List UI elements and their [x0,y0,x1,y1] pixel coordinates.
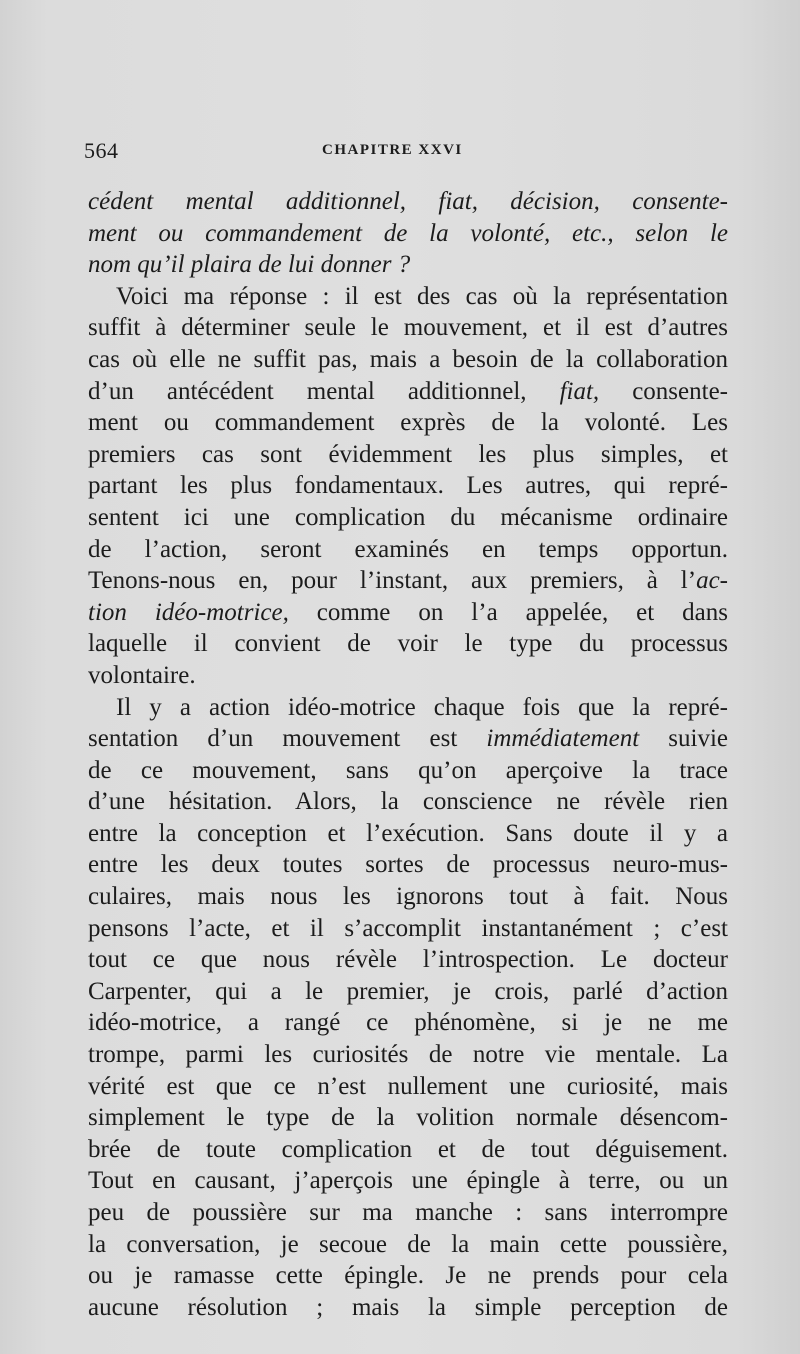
text-line [88,1260,728,1292]
text-line [88,407,728,439]
text-segment: simplement le type de la volition normale désencom- [88,1104,728,1132]
italic-text: nom qu’il plaira de lui donner ? [88,251,411,279]
italic-text: cédent mental additionnel, fiat, décision, consente- [88,188,728,215]
text-segment: partant les plus fondamentaux. Les autres, qui repré- [88,472,728,500]
text-line [88,1197,728,1229]
text-segment: consente- [599,377,728,405]
italic-text: immédiatement [486,725,640,753]
text-segment: pensons l’acte, et il s’accomplit instantanément ; c’est [88,914,728,942]
body-text [88,186,728,1323]
text-segment: d’un antécédent mental additionnel, [88,377,560,405]
text-segment: Voici ma réponse : il est des cas où la représentation [116,282,728,310]
text-segment: culaires, mais nous les ignorons tout à fait. Nous [88,883,728,911]
text-segment: trompe, parmi les curiosités de notre vie mentale. La [88,1041,728,1069]
text-line [88,1292,728,1324]
text-line [88,470,728,502]
text-line [88,249,728,281]
text-segment: de ce mouvement, sans qu’on aperçoive la trace [88,756,728,784]
text-line [88,628,728,660]
text-segment: ou je ramasse cette épingle. Je ne prends pour cela [88,1262,728,1290]
text-line [88,1229,728,1261]
text-line [88,1071,728,1103]
text-segment: cas où elle ne suffit pas, mais a besoin de la collaboration [88,345,728,373]
text-line [88,1102,728,1134]
text-line [88,218,728,250]
text-line [88,881,728,913]
text-segment: comme on l’a appelée, et dans [288,598,728,626]
text-line [88,755,728,787]
text-line [88,597,728,629]
text-line [88,913,728,945]
text-segment: suffit à déterminer seule le mouvement, et il est d’autres [88,314,728,342]
page-number: 564 [84,138,119,163]
text-segment: vérité est que ce n’est nullement une curiosité, mais [88,1072,728,1100]
text-line [88,565,728,597]
text-segment: Tout en causant, j’aperçois une épingle à terre, ou un [88,1167,728,1195]
text-line [88,1039,728,1071]
text-line [88,312,728,344]
text-line [88,376,728,408]
text-segment: sentation d’un mouvement est [88,725,487,753]
text-segment: brée de toute complication et de tout déguisement. [88,1135,728,1163]
text-line [88,849,728,881]
italic-text: ment ou commandement de la volonté, etc., selon le [88,219,728,247]
text-segment: premiers cas sont évidemment les plus simples, et [88,440,728,468]
text-segment: suivie [639,725,729,753]
text-line [88,786,728,818]
text-segment: la conversation, je secoue de la main cette poussière, [88,1230,728,1258]
running-head [84,138,724,168]
text-line [88,1134,728,1166]
text-line [88,1007,728,1039]
text-line [88,818,728,850]
text-line [88,723,728,755]
text-segment: Carpenter, qui a le premier, je crois, parlé d’action [88,977,728,1005]
text-line [88,1165,728,1197]
chapter-title: CHAPITRE XXVI [322,142,463,158]
text-line [88,692,728,724]
text-line [88,344,728,376]
text-line [88,660,728,692]
text-segment: de l’action, seront examinés en temps opportun. [88,535,728,563]
italic-text: tion idéo-motrice, [88,598,289,626]
italic-text: fiat, [559,377,600,405]
text-line [88,944,728,976]
text-segment: Il y a action idéo-motrice chaque fois que la repré- [116,693,728,721]
text-segment: entre les deux toutes sortes de processus neuro-mus- [88,851,728,879]
text-segment: ment ou commandement exprès de la volonté. Les [88,409,728,437]
text-line [88,281,728,313]
text-segment: sentent ici une complication du mécanisme ordinaire [88,503,728,531]
text-segment: d’une hésitation. Alors, la conscience ne révèle rien [88,788,728,816]
text-segment: idéo-motrice, a rangé ce phénomène, si je ne me [88,1009,728,1037]
text-segment: entre la conception et l’exécution. Sans doute il y a [88,819,728,847]
text-line [88,502,728,534]
text-segment: laquelle il convient de voir le type du processus [88,630,728,658]
italic-text: ac- [696,567,728,595]
text-segment: peu de poussière sur ma manche : sans interrompre [88,1199,728,1226]
text-segment: aucune résolution ; mais la simple perception de [88,1293,728,1321]
text-segment: Tenons-nous en, pour l’instant, aux premiers, à l’ [88,567,697,595]
text-line [88,439,728,471]
text-segment: tout ce que nous révèle l’introspection. Le docteur [88,946,728,974]
text-line [88,976,728,1008]
text-line [88,534,728,566]
text-line [88,186,728,218]
text-segment: volontaire. [88,661,196,689]
